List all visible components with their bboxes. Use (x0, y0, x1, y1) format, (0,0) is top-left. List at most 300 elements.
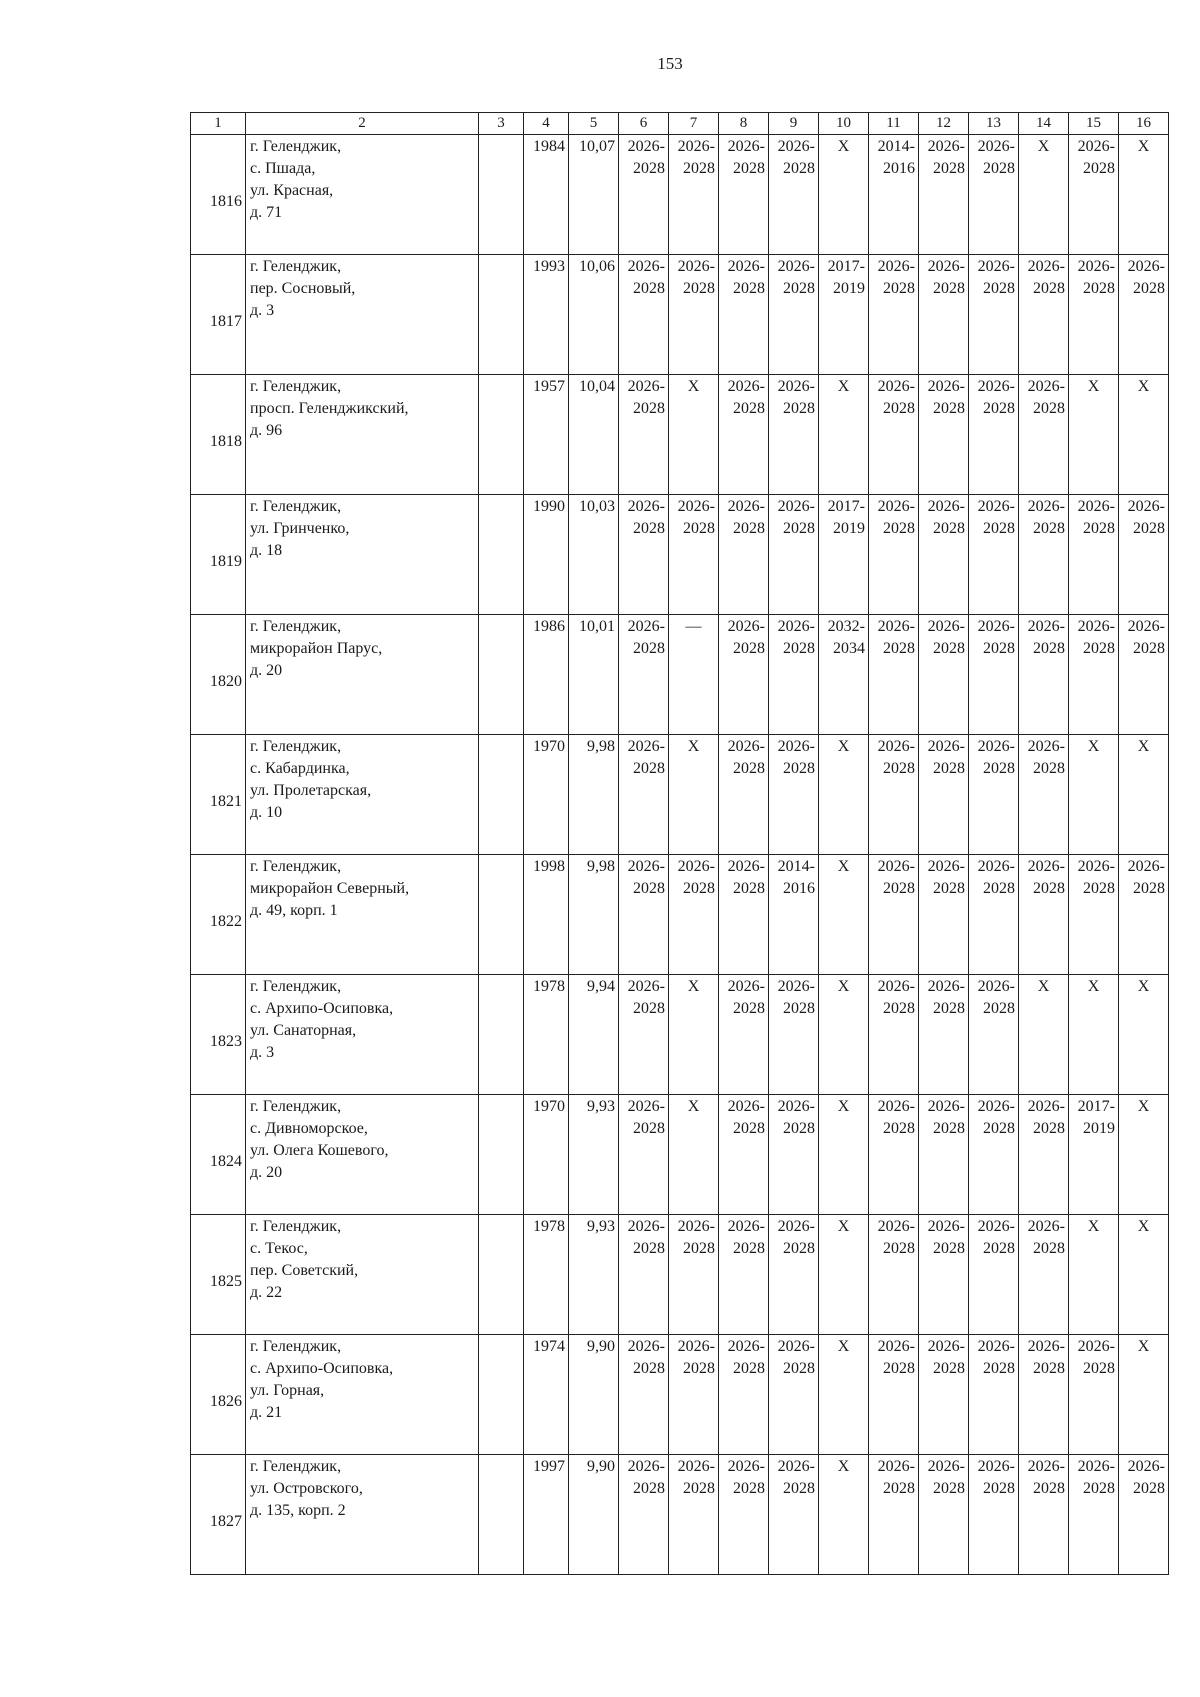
period-text: 2026- (1077, 1458, 1115, 1475)
period-text: 2026- (1077, 498, 1115, 515)
period-text: 2026- (927, 258, 965, 275)
period-cell (919, 375, 969, 495)
address-line: г. Геленджик, (250, 1098, 342, 1115)
period-text: 2026- (777, 378, 815, 395)
period-cell (1119, 1455, 1169, 1575)
period-text: 2026- (977, 618, 1015, 635)
address-line: ул. Санаторная, (250, 1022, 357, 1039)
period-cell (869, 135, 919, 255)
period-text: 2026- (627, 1458, 665, 1475)
period-cell (1069, 735, 1119, 855)
period-text: 2026- (777, 1458, 815, 1475)
period-text: 2026- (927, 1098, 965, 1115)
period-cell (819, 495, 869, 615)
period-cell (1119, 1335, 1169, 1455)
period-cell (719, 1215, 769, 1335)
period-cell (1019, 1095, 1069, 1215)
period-cell (769, 975, 819, 1095)
period-text: 2026- (927, 378, 965, 395)
period-text: Х (1087, 1218, 1100, 1235)
period-text: 2028 (1083, 160, 1115, 177)
period-text: 2026- (727, 1098, 765, 1115)
period-cell (619, 135, 669, 255)
column-3-cell (479, 1215, 524, 1335)
period-text: 2026- (627, 1338, 665, 1355)
address-line: с. Архипо-Осиповка, (250, 1360, 394, 1377)
period-text: 2028 (933, 1240, 965, 1257)
address-line: ул. Горная, (250, 1382, 325, 1399)
period-cell (1069, 1215, 1119, 1335)
period-text: 2026- (877, 1098, 915, 1115)
period-text: 2028 (633, 160, 665, 177)
address-line: г. Геленджик, (250, 378, 342, 395)
period-text: 2028 (733, 880, 765, 897)
period-cell (669, 255, 719, 375)
period-text: 2026- (977, 1098, 1015, 1115)
period-cell (1069, 615, 1119, 735)
period-cell (869, 1095, 919, 1215)
address-cell (246, 855, 479, 975)
period-cell (869, 375, 919, 495)
period-cell (1069, 1335, 1119, 1455)
period-text: 2028 (733, 1240, 765, 1257)
period-cell (669, 375, 719, 495)
period-text: 2026- (727, 1458, 765, 1475)
period-text: Х (1037, 138, 1050, 155)
period-cell (1069, 255, 1119, 375)
period-text: 2028 (733, 760, 765, 777)
period-cell (919, 855, 969, 975)
period-cell (1019, 1215, 1069, 1335)
period-cell (919, 1215, 969, 1335)
period-cell (819, 855, 869, 975)
period-cell (869, 855, 919, 975)
period-text: 2026- (1027, 858, 1065, 875)
period-text: 2028 (683, 520, 715, 537)
year-cell: 1970 (524, 735, 569, 855)
period-text: 2026- (727, 858, 765, 875)
period-text: 2028 (1033, 1240, 1065, 1257)
period-text: 2028 (933, 400, 965, 417)
period-cell (1069, 495, 1119, 615)
period-text: 2026- (627, 618, 665, 635)
period-cell (1019, 255, 1069, 375)
address-line: ул. Пролетарская, (250, 782, 372, 799)
period-text: Х (837, 378, 850, 395)
period-text: 2026- (977, 138, 1015, 155)
address-line: г. Геленджик, (250, 738, 342, 755)
period-text: 2026- (1027, 498, 1065, 515)
year-cell: 1997 (524, 1455, 569, 1575)
period-cell (769, 495, 819, 615)
period-text: 2026- (677, 1218, 715, 1235)
period-text: 2026- (877, 1218, 915, 1235)
period-text: 2014- (877, 138, 915, 155)
column-3-cell (479, 1455, 524, 1575)
period-text: Х (1087, 738, 1100, 755)
year-cell: 1978 (524, 1215, 569, 1335)
period-cell (669, 615, 719, 735)
period-cell (1119, 855, 1169, 975)
address-line: г. Геленджик, (250, 138, 342, 155)
period-text: Х (1137, 1218, 1150, 1235)
address-line: д. 96 (250, 422, 283, 439)
period-text: 2028 (783, 280, 815, 297)
value-cell: 9,93 (569, 1095, 619, 1215)
period-cell (969, 1215, 1019, 1335)
period-cell (1019, 495, 1069, 615)
period-text: 2028 (683, 1360, 715, 1377)
table-row (191, 495, 1169, 615)
period-text: 2028 (933, 760, 965, 777)
period-text: 2028 (983, 1360, 1015, 1377)
period-cell (869, 1455, 919, 1575)
period-text: 2026- (1027, 1098, 1065, 1115)
header-cell: 4 (524, 113, 569, 135)
address-line: д. 10 (250, 804, 283, 821)
header-cell: 13 (969, 113, 1019, 135)
column-3-cell (479, 975, 524, 1095)
period-text: 2028 (1033, 1360, 1065, 1377)
period-cell (719, 375, 769, 495)
period-text: Х (687, 978, 700, 995)
period-text: 2028 (1083, 880, 1115, 897)
period-text: 2026- (927, 138, 965, 155)
year-cell: 1974 (524, 1335, 569, 1455)
period-cell (869, 735, 919, 855)
header-cell: 8 (719, 113, 769, 135)
period-text: 2028 (733, 1480, 765, 1497)
period-text: Х (1037, 978, 1050, 995)
period-cell (919, 495, 969, 615)
period-cell (769, 1455, 819, 1575)
period-text: Х (687, 738, 700, 755)
period-cell (669, 855, 719, 975)
column-3-cell (479, 495, 524, 615)
period-text: Х (837, 1098, 850, 1115)
period-text: 2028 (633, 1000, 665, 1017)
period-text: 2026- (727, 138, 765, 155)
address-line: ул. Красная, (250, 182, 334, 199)
period-cell (969, 855, 1019, 975)
period-text: 2026- (777, 978, 815, 995)
period-text: 2028 (1033, 1480, 1065, 1497)
value-cell: 9,98 (569, 855, 619, 975)
period-text: 2028 (733, 280, 765, 297)
period-cell (769, 135, 819, 255)
value-cell: 10,04 (569, 375, 619, 495)
header-cell: 3 (479, 113, 524, 135)
period-cell (619, 615, 669, 735)
period-text: 2028 (783, 1120, 815, 1137)
column-3-cell (479, 1095, 524, 1215)
period-text: 2014- (777, 858, 815, 875)
address-cell (246, 1095, 479, 1215)
period-cell (869, 255, 919, 375)
period-text: 2026- (777, 258, 815, 275)
period-cell (719, 855, 769, 975)
period-text: 2026- (977, 378, 1015, 395)
period-cell (719, 615, 769, 735)
period-text: 2028 (983, 1240, 1015, 1257)
period-cell (719, 255, 769, 375)
column-3-cell (479, 855, 524, 975)
column-3-cell (479, 1335, 524, 1455)
period-text: 2028 (933, 280, 965, 297)
period-cell (1019, 135, 1069, 255)
address-line: д. 20 (250, 662, 283, 679)
period-cell (769, 1095, 819, 1215)
period-text: 2028 (633, 880, 665, 897)
period-text: 2026- (877, 498, 915, 515)
period-cell (769, 735, 819, 855)
period-cell (1069, 975, 1119, 1095)
address-line: микрорайон Северный, (250, 880, 410, 897)
period-text: 2026- (627, 498, 665, 515)
period-cell (719, 1455, 769, 1575)
period-cell (869, 1335, 919, 1455)
period-text: 2028 (1083, 1360, 1115, 1377)
table-row (191, 735, 1169, 855)
period-text: 2026- (877, 978, 915, 995)
table-row (191, 1455, 1169, 1575)
period-text: 2028 (883, 280, 915, 297)
period-text: — (685, 618, 702, 635)
period-text: 2028 (633, 280, 665, 297)
value-cell: 10,07 (569, 135, 619, 255)
address-cell (246, 375, 479, 495)
address-line: пер. Советский, (250, 1262, 359, 1279)
period-cell (619, 1095, 669, 1215)
address-cell (246, 975, 479, 1095)
value-cell: 9,94 (569, 975, 619, 1095)
period-text: 2016 (783, 880, 815, 897)
period-text: 2028 (633, 640, 665, 657)
row-number-cell: 1822 (191, 855, 246, 975)
period-text: 2028 (1033, 400, 1065, 417)
value-cell: 10,03 (569, 495, 619, 615)
period-text: 2028 (983, 1480, 1015, 1497)
period-text: 2026- (1027, 1218, 1065, 1235)
header-cell: 1 (191, 113, 246, 135)
period-text: 2026- (1027, 1458, 1065, 1475)
period-text: 2028 (883, 1480, 915, 1497)
period-text: 2028 (933, 520, 965, 537)
period-text: 2028 (783, 760, 815, 777)
value-cell: 9,90 (569, 1455, 619, 1575)
period-cell (869, 615, 919, 735)
period-text: 2026- (727, 618, 765, 635)
address-line: д. 21 (250, 1404, 283, 1421)
period-text: 2028 (983, 400, 1015, 417)
period-text: 2028 (733, 1120, 765, 1137)
period-text: 2026- (727, 378, 765, 395)
year-cell: 1957 (524, 375, 569, 495)
period-text: 2028 (633, 520, 665, 537)
value-cell: 10,06 (569, 255, 619, 375)
address-line: г. Геленджик, (250, 498, 342, 515)
period-cell (719, 1335, 769, 1455)
address-line: г. Геленджик, (250, 978, 342, 995)
period-cell (1119, 735, 1169, 855)
period-cell (1119, 1095, 1169, 1215)
period-text: 2026- (727, 498, 765, 515)
period-text: 2028 (783, 640, 815, 657)
period-cell (769, 255, 819, 375)
period-text: 2028 (1133, 520, 1165, 537)
period-text: 2026- (777, 618, 815, 635)
period-text: Х (687, 378, 700, 395)
value-cell: 10,01 (569, 615, 619, 735)
page-number: 153 (657, 54, 683, 73)
table-row (191, 375, 1169, 495)
period-cell (819, 1455, 869, 1575)
period-text: 2028 (883, 880, 915, 897)
period-cell (819, 1095, 869, 1215)
period-cell (819, 375, 869, 495)
period-cell (619, 1215, 669, 1335)
column-3-cell (479, 135, 524, 255)
period-text: 2026- (877, 738, 915, 755)
period-text: 2028 (633, 1480, 665, 1497)
period-cell (1019, 975, 1069, 1095)
period-cell (1069, 1095, 1119, 1215)
period-text: 2028 (633, 760, 665, 777)
address-line: д. 18 (250, 542, 283, 559)
period-text: 2028 (1133, 280, 1165, 297)
period-text: 2028 (933, 1120, 965, 1137)
period-text: 2028 (633, 1360, 665, 1377)
address-line: д. 20 (250, 1164, 283, 1181)
period-cell (669, 735, 719, 855)
period-text: 2028 (733, 400, 765, 417)
year-cell: 1978 (524, 975, 569, 1095)
period-text: 2016 (883, 160, 915, 177)
row-number-cell: 1824 (191, 1095, 246, 1215)
period-text: 2026- (627, 1098, 665, 1115)
period-cell (1119, 1215, 1169, 1335)
address-line: д. 3 (250, 1044, 275, 1061)
period-text: 2026- (1127, 1458, 1165, 1475)
period-text: 2026- (1027, 378, 1065, 395)
period-cell (1119, 615, 1169, 735)
period-text: 2028 (1033, 760, 1065, 777)
column-3-cell (479, 255, 524, 375)
period-cell (819, 1215, 869, 1335)
period-text: Х (837, 138, 850, 155)
period-text: 2028 (683, 160, 715, 177)
period-text: 2026- (677, 138, 715, 155)
period-text: 2017- (1077, 1098, 1115, 1115)
period-cell (1069, 855, 1119, 975)
row-number-cell: 1821 (191, 735, 246, 855)
period-cell (969, 255, 1019, 375)
header-cell: 7 (669, 113, 719, 135)
table-row (191, 255, 1169, 375)
period-cell (769, 375, 819, 495)
year-cell: 1998 (524, 855, 569, 975)
period-text: 2026- (627, 258, 665, 275)
table-header (191, 113, 1169, 135)
period-cell (1069, 1455, 1119, 1575)
period-text: 2028 (983, 880, 1015, 897)
period-text: 2026- (727, 1338, 765, 1355)
address-line: с. Текос, (250, 1240, 308, 1257)
period-text: 2028 (1083, 520, 1115, 537)
period-cell (769, 855, 819, 975)
period-text: Х (837, 1218, 850, 1235)
period-text: 2026- (977, 978, 1015, 995)
period-text: 2028 (1033, 1120, 1065, 1137)
table-row (191, 1335, 1169, 1455)
period-text: 2028 (683, 1240, 715, 1257)
header-cell: 15 (1069, 113, 1119, 135)
period-text: Х (1137, 738, 1150, 755)
period-text: 2028 (1083, 280, 1115, 297)
period-text: 2028 (783, 1240, 815, 1257)
period-text: 2028 (733, 1360, 765, 1377)
address-line: с. Дивноморское, (250, 1120, 368, 1137)
address-cell (246, 255, 479, 375)
value-cell: 9,98 (569, 735, 619, 855)
period-cell (819, 1335, 869, 1455)
period-cell (919, 255, 969, 375)
period-text: 2026- (877, 378, 915, 395)
table-body (191, 135, 1169, 1575)
header-cell: 11 (869, 113, 919, 135)
table-row (191, 1095, 1169, 1215)
period-cell (669, 495, 719, 615)
period-cell (669, 1095, 719, 1215)
period-cell (619, 735, 669, 855)
period-text: 2028 (933, 880, 965, 897)
period-cell (969, 1095, 1019, 1215)
address-line: г. Геленджик, (250, 258, 342, 275)
address-line: с. Кабардинка, (250, 760, 350, 777)
period-text: 2026- (927, 618, 965, 635)
period-cell (1019, 1455, 1069, 1575)
period-text: 2028 (983, 160, 1015, 177)
period-text: 2026- (877, 1338, 915, 1355)
period-text: Х (1137, 1338, 1150, 1355)
address-cell (246, 1455, 479, 1575)
period-text: 2028 (983, 640, 1015, 657)
period-text: 2026- (1127, 618, 1165, 635)
period-text: 2026- (1127, 858, 1165, 875)
address-line: г. Геленджик, (250, 858, 342, 875)
period-text: 2026- (877, 258, 915, 275)
period-text: 2026- (927, 978, 965, 995)
header-cell: 5 (569, 113, 619, 135)
period-cell (619, 1335, 669, 1455)
period-cell (1119, 375, 1169, 495)
period-cell (919, 975, 969, 1095)
period-cell (819, 975, 869, 1095)
period-text: 2026- (677, 498, 715, 515)
address-line: д. 135, корп. 2 (250, 1502, 346, 1519)
period-text: 2028 (783, 400, 815, 417)
year-cell: 1970 (524, 1095, 569, 1215)
period-cell (969, 1455, 1019, 1575)
address-line: просп. Геленджикский, (250, 400, 409, 417)
period-cell (719, 1095, 769, 1215)
period-text: 2026- (777, 1338, 815, 1355)
header-row (191, 113, 1169, 135)
year-cell: 1984 (524, 135, 569, 255)
period-text: 2028 (1033, 640, 1065, 657)
period-cell (619, 975, 669, 1095)
period-text: 2026- (977, 738, 1015, 755)
